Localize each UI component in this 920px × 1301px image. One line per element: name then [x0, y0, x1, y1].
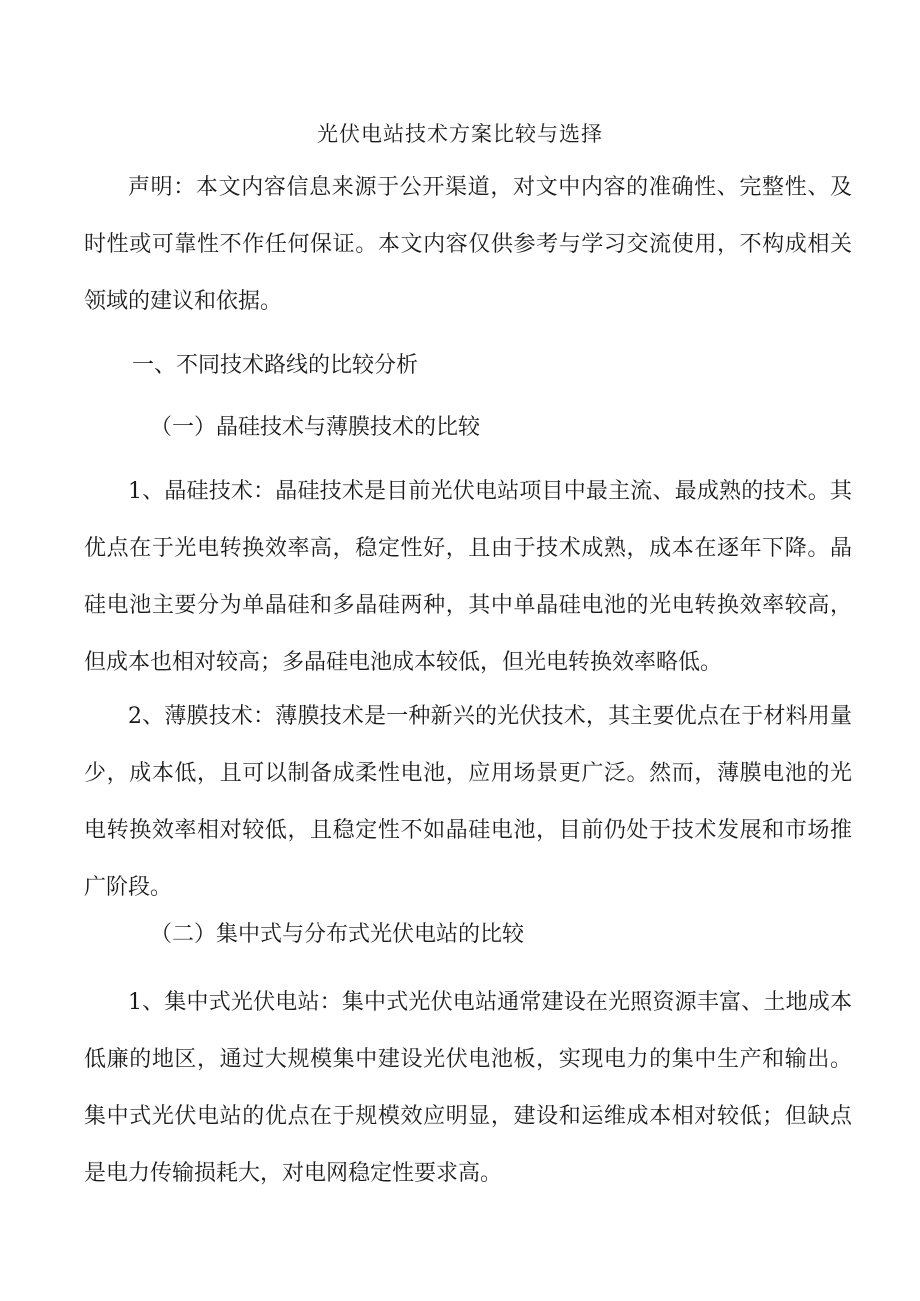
subsection-heading: （一）晶硅技术与薄膜技术的比较	[150, 415, 481, 440]
thin-film-paragraph: 2、薄膜技术：薄膜技术是一种新兴的光伏技术，其主要优点在于材料用量少，成本低，且可以制备成柔性电池，应用场景更广泛。然而，薄膜电池的光电转换效率相对较低，且稳定性不如晶硅电池，目前仍处于技术发展和市场推广阶段。	[84, 704, 852, 900]
centralized-pv-paragraph: 1、集中式光伏电站：集中式光伏电站通常建设在光照资源丰富、土地成本低廉的地区，通过大规模集中建设光伏电池板，实现电力的集中生产和输出。集中式光伏电站的优点在于规模效应明显，建设和运维成本相对较低；但缺点是电力传输损耗大，对电网稳定性要求高。	[84, 990, 852, 1186]
disclaimer-paragraph: 声明：本文内容信息来源于公开渠道，对文中内容的准确性、完整性、及时性或可靠性不作任何保证。本文内容仅供参考与学习交流使用，不构成相关领域的建议和依据。	[84, 175, 852, 314]
crystalline-silicon-paragraph: 1、晶硅技术：晶硅技术是目前光伏电站项目中最主流、最成熟的技术。其优点在于光电转换效率高，稳定性好，且由于技术成熟，成本在逐年下降。晶硅电池主要分为单晶硅和多晶硅两种，其中单晶硅电池的光电转换效率较高，但成本也相对较高；多晶硅电池成本较低，但光电转换效率略低。	[84, 479, 852, 675]
document-title: 光伏电站技术方案比较与选择	[317, 122, 603, 146]
section-heading: 一、不同技术路线的比较分析	[132, 353, 419, 378]
subsection-heading: （二）集中式与分布式光伏电站的比较	[150, 922, 525, 947]
